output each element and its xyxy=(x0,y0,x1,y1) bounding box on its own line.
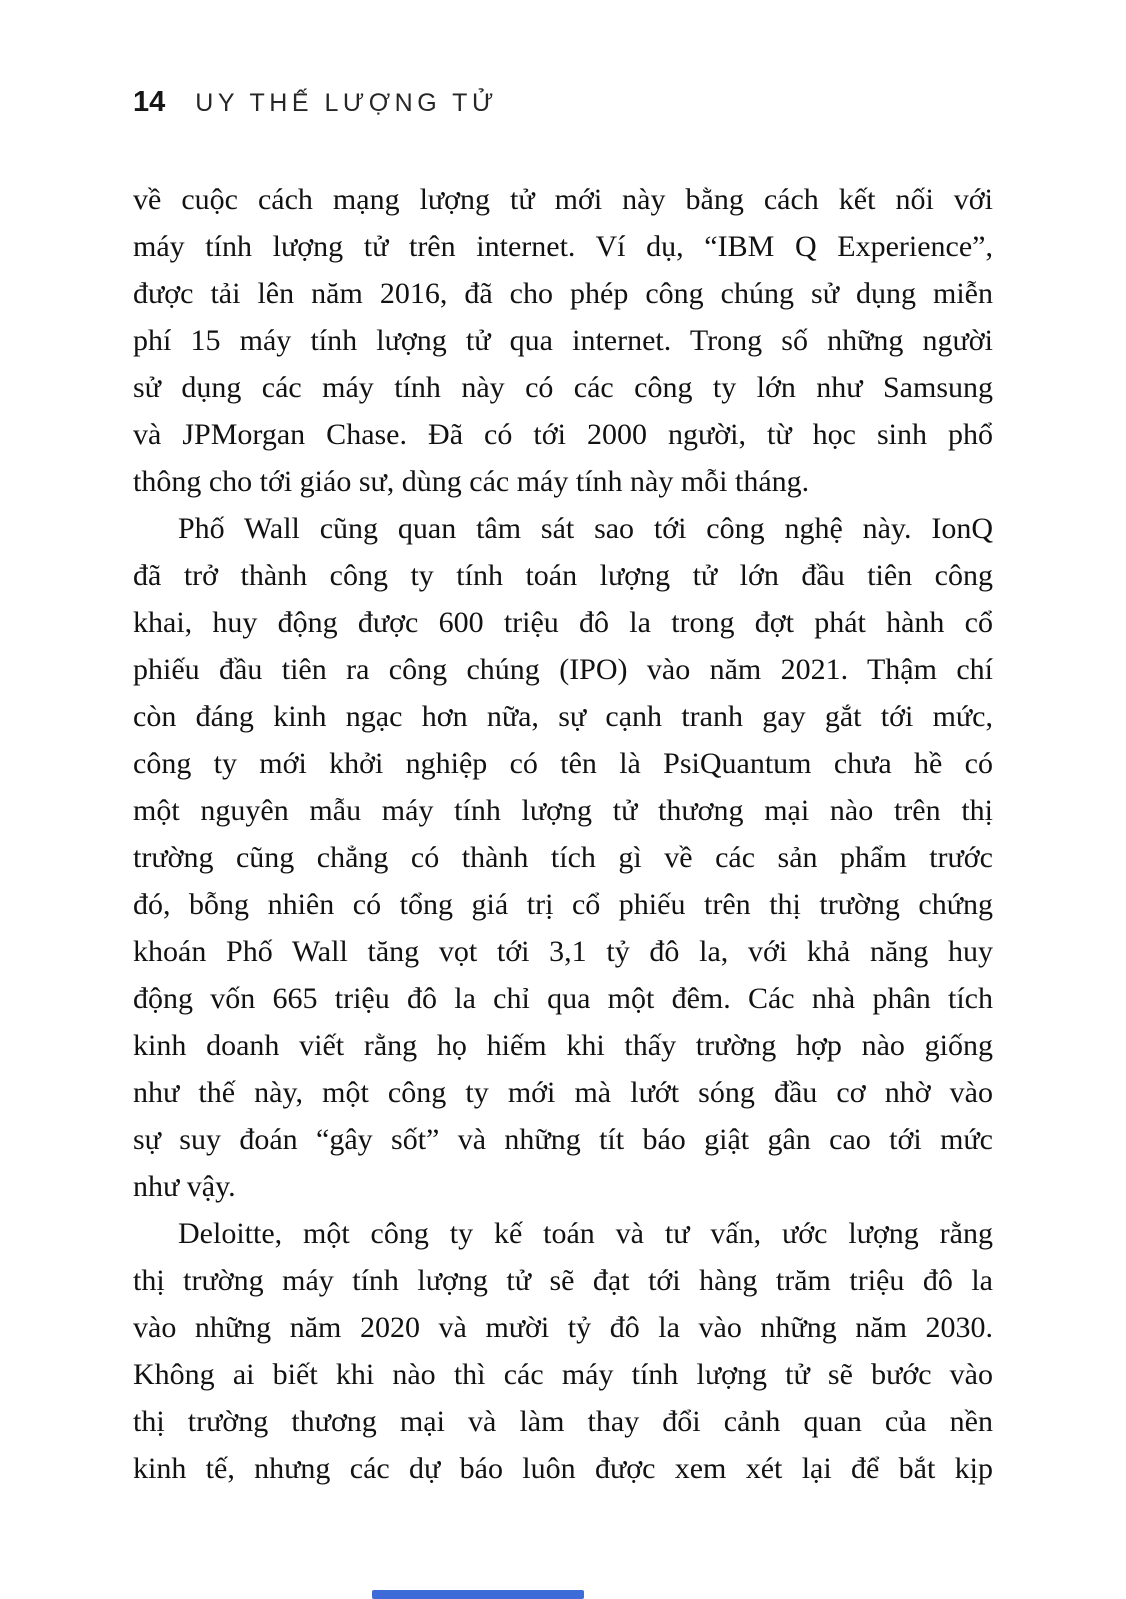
text-line: máy tính lượng tử trên internet. Ví dụ, “IBM Q Experience”, xyxy=(133,230,993,263)
text-line: và JPMorgan Chase. Đã có tới 2000 người, từ học sinh phổ xyxy=(133,418,993,451)
page-header xyxy=(133,86,498,119)
text-line: Phố Wall cũng quan tâm sát sao tới công nghệ này. IonQ xyxy=(178,512,993,545)
paragraph xyxy=(133,176,993,505)
text-line: vào những năm 2020 và mười tỷ đô la vào những năm 2030. xyxy=(133,1311,993,1344)
text-line: khoán Phố Wall tăng vọt tới 3,1 tỷ đô la, với khả năng huy xyxy=(133,935,993,968)
text-line: Deloitte, một công ty kế toán và tư vấn, ước lượng rằng xyxy=(178,1217,993,1250)
paragraph xyxy=(133,1210,993,1492)
text-line: kinh tế, nhưng các dự báo luôn được xem xét lại để bắt kịp xyxy=(133,1452,993,1485)
text-line: thị trường máy tính lượng tử sẽ đạt tới hàng trăm triệu đô la xyxy=(133,1264,993,1297)
text-line: thông cho tới giáo sư, dùng các máy tính này mỗi tháng. xyxy=(133,465,810,498)
text-line: đó, bỗng nhiên có tổng giá trị cổ phiếu trên thị trường chứng xyxy=(133,888,993,921)
running-title: UY THẾ LƯỢNG TỬ xyxy=(195,89,498,117)
text-line: phiếu đầu tiên ra công chúng (IPO) vào năm 2021. Thậm chí xyxy=(133,653,993,686)
text-line: còn đáng kinh ngạc hơn nữa, sự cạnh tranh gay gắt tới mức, xyxy=(133,700,993,733)
text-line: được tải lên năm 2016, đã cho phép công chúng sử dụng miễn xyxy=(133,277,993,310)
text-line: về cuộc cách mạng lượng tử mới này bằng cách kết nối với xyxy=(133,183,993,216)
text-column xyxy=(133,176,993,1492)
text-line: sự suy đoán “gây sốt” và những tít báo giật gân cao tới mức xyxy=(133,1123,993,1156)
text-line: phí 15 máy tính lượng tử qua internet. Trong số những người xyxy=(133,324,993,357)
text-line: khai, huy động được 600 triệu đô la trong đợt phát hành cổ xyxy=(133,606,993,639)
page-number: 14 xyxy=(133,86,166,118)
text-line: sử dụng các máy tính này có các công ty lớn như Samsung xyxy=(133,371,993,404)
text-line: đã trở thành công ty tính toán lượng tử lớn đầu tiên công xyxy=(133,559,993,592)
text-line: như vậy. xyxy=(133,1170,236,1203)
text-line: trường cũng chẳng có thành tích gì về các sản phẩm trước xyxy=(133,841,993,874)
text-line: một nguyên mẫu máy tính lượng tử thương mại nào trên thị xyxy=(133,794,993,827)
text-line: như thế này, một công ty mới mà lướt sóng đầu cơ nhờ vào xyxy=(133,1076,993,1109)
text-line: động vốn 665 triệu đô la chỉ qua một đêm. Các nhà phân tích xyxy=(133,982,993,1015)
paragraph xyxy=(133,505,993,1210)
text-line: thị trường thương mại và làm thay đổi cảnh quan của nền xyxy=(133,1405,993,1438)
text-line: Không ai biết khi nào thì các máy tính lượng tử sẽ bước vào xyxy=(133,1358,993,1391)
page-progress-indicator xyxy=(372,1590,584,1599)
text-line: công ty mới khởi nghiệp có tên là PsiQuantum chưa hề có xyxy=(133,747,993,780)
text-line: kinh doanh viết rằng họ hiếm khi thấy trường hợp nào giống xyxy=(133,1029,993,1062)
